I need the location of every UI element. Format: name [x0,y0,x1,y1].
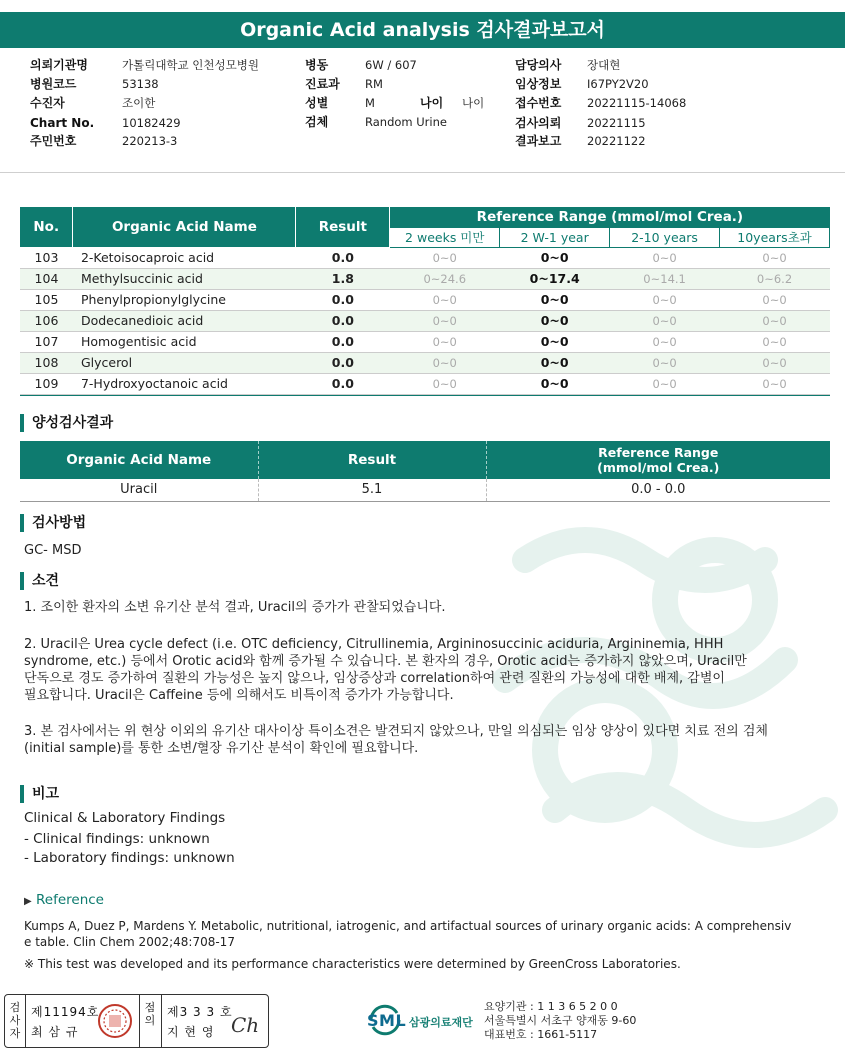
row-ref-over-10y-cell: 0~0 [720,247,830,268]
table-row [20,247,830,268]
specimen-label: 검체 [305,115,329,129]
reviewer-label: 점의 [144,1001,156,1027]
row-result-cell: 0.0 [296,373,390,394]
pos-col-name: Organic Acid Name [20,441,258,479]
table-row [20,331,830,352]
inspector-name: 최 삼 규 [31,1025,79,1039]
table-row [20,310,830,331]
age-value: 나이 [462,96,485,110]
receipt-no-label: 접수번호 [515,96,562,110]
opinion-p1: 1. 조이한 환자의 소변 유기산 분석 결과, Uracil의 증가가 관찰되었습니다. [24,600,446,615]
row-ref-over-10y-cell: 0~6.2 [720,268,830,289]
row-result-cell: 0.0 [296,289,390,310]
row-ref-under-2w-cell: 0~0 [390,331,500,352]
signature-box [4,994,269,1048]
opinion-p2-line3: 단독으로 경도 증가하여 질환의 가능성은 높지 않으나, 임상증상과 correlation하여 관련 질환의 가능성에 대한 배제, 감별이 [24,671,725,686]
row-name-cell: Phenylpropionylglycine [73,289,296,310]
sex-label: 성별 [305,96,329,110]
row-ref-over-10y-cell: 0~0 [720,310,830,331]
row-ref-under-2w-cell: 0~0 [390,373,500,394]
opinion-section-title: 소견 [20,572,59,590]
row-ref-under-2w-cell: 0~0 [390,352,500,373]
col-reference-range: Reference Range (mmol/mol Crea.) [390,207,830,227]
row-ref-2w-1y-cell: 0~0 [500,247,610,268]
recipient-value: 조이한 [122,96,156,110]
table-row [20,352,830,373]
specimen-value: Random Urine [365,115,447,129]
table-bottom-rule [20,395,830,396]
row-name-cell: Dodecanedioic acid [73,310,296,331]
row-ref-2w-1y-cell: 0~0 [500,289,610,310]
reviewer-name: 지 현 영 [167,1025,215,1039]
opinion-p3-line2: (initial sample)를 통한 소변/혈장 유기산 분석이 확인에 필요합니다. [24,741,419,756]
sml-logo-text: SML [367,1011,407,1030]
clinical-info-value: I67PY2V20 [587,77,649,91]
lab-address: 서울특별시 서초구 양재동 9-60 [484,1014,637,1027]
table-row [20,373,830,394]
pos-col-reference [486,441,830,479]
institution-label: 의뢰기관명 [30,58,88,72]
row-name-cell: 7-Hydroxyoctanoic acid [73,373,296,394]
row-no-cell: 106 [20,310,73,331]
table-row [20,479,830,501]
pos-col-reference-line1: Reference Range [598,445,719,460]
background-watermark [465,480,845,950]
row-ref-2-10y-cell: 0~0 [610,289,720,310]
opinion-p2-line1: 2. Uracil은 Urea cycle defect (i.e. OTC deficiency, Citrullinemia, Argininosuccinic aciduria, Argininemia, HHH [24,637,724,652]
table-row [20,289,830,310]
row-ref-2-10y-cell: 0~14.1 [610,268,720,289]
pos-name-cell: Uracil [20,479,258,501]
report-value: 20221122 [587,134,646,148]
col-ref-under-2w: 2 weeks 미만 [390,227,500,247]
report-label: 결과보고 [515,134,562,148]
positive-section-title: 양성검사결과 [20,414,113,432]
triangle-icon: ▶ [24,896,32,907]
row-ref-2-10y-cell: 0~0 [610,310,720,331]
pos-result-cell: 5.1 [258,479,486,501]
row-ref-over-10y-cell: 0~0 [720,331,830,352]
row-ref-2w-1y-cell: 0~0 [500,352,610,373]
row-ref-under-2w-cell: 0~0 [390,247,500,268]
table-row [20,268,830,289]
inspector-label: 검사자 [9,1001,21,1040]
row-result-cell: 0.0 [296,310,390,331]
resident-no-label: 주민번호 [30,134,77,148]
opinion-p2-line4: 필요합니다. Uracil은 Caffeine 등에 의해서도 비특이적 증가가 가능합니다. [24,688,454,703]
row-ref-2w-1y-cell: 0~17.4 [500,268,610,289]
reference-heading-label: Reference [36,892,104,908]
sml-logo [365,1000,475,1040]
row-result-cell: 0.0 [296,352,390,373]
chart-no-label: Chart No. [30,116,95,130]
row-name-cell: 2-Ketoisocaproic acid [73,247,296,268]
pos-col-result: Result [258,441,486,479]
row-ref-under-2w-cell: 0~0 [390,310,500,331]
col-ref-2w-1y: 2 W-1 year [500,227,610,247]
request-value: 20221115 [587,116,646,130]
chart-no-value: 10182429 [122,116,181,130]
col-no: No. [20,207,73,247]
row-result-cell: 0.0 [296,331,390,352]
sex-value: M [365,96,375,110]
opinion-p2-line2: syndrome, etc.) 등에서 Orotic acid와 함께 증가될 수 있습니다. 본 환자의 경우, Orotic acid는 증가하지 않았으며, Uracil만 [24,654,747,669]
reference-heading [24,892,104,908]
lab-code: 요양기관 : 1 1 3 6 5 2 0 0 [484,1000,618,1013]
report-title: Organic Acid analysis 검사결과보고서 [0,12,845,48]
col-result: Result [296,207,390,247]
remarks-section-title: 비고 [20,785,59,803]
row-result-cell: 0.0 [296,247,390,268]
row-ref-over-10y-cell: 0~0 [720,373,830,394]
lab-name: 삼광의료재단 [409,1016,473,1029]
seal-stamp-icon [97,1003,133,1039]
row-ref-2-10y-cell: 0~0 [610,352,720,373]
ward-label: 병동 [305,58,329,72]
row-ref-over-10y-cell: 0~0 [720,352,830,373]
reference-line1: Kumps A, Duez P, Mardens Y. Metabolic, nutritional, iatrogenic, and artifactual sources of urinary organic acids: A comprehensiv [24,919,792,933]
reference-line2: e table. Clin Chem 2002;48:708-17 [24,935,235,949]
remarks-line2: - Clinical findings: unknown [24,831,210,847]
method-value: GC- MSD [24,543,82,558]
row-no-cell: 105 [20,289,73,310]
row-name-cell: Glycerol [73,352,296,373]
row-no-cell: 107 [20,331,73,352]
positive-table [20,441,830,502]
resident-no-value: 220213-3 [122,134,178,148]
pos-col-reference-line2: (mmol/mol Crea.) [597,460,720,475]
inspector-license: 제11194호 [31,1005,100,1019]
col-ref-2-10y: 2-10 years [610,227,720,247]
hospital-code-label: 병원코드 [30,77,77,91]
remarks-line1: Clinical & Laboratory Findings [24,810,226,826]
row-ref-2-10y-cell: 0~0 [610,331,720,352]
row-no-cell: 108 [20,352,73,373]
ward-value: 6W / 607 [365,58,417,72]
row-result-cell: 1.8 [296,268,390,289]
method-section-title: 검사방법 [20,514,86,532]
row-ref-2w-1y-cell: 0~0 [500,331,610,352]
doctor-value: 장대현 [587,58,621,72]
request-label: 검사의뢰 [515,116,562,130]
pos-reference-cell: 0.0 - 0.0 [486,479,830,501]
remarks-line3: - Laboratory findings: unknown [24,850,235,866]
recipient-label: 수진자 [30,96,65,110]
reviewer-license: 제3 3 3 호 [167,1005,233,1019]
row-name-cell: Homogentisic acid [73,331,296,352]
row-no-cell: 104 [20,268,73,289]
opinion-p3-line1: 3. 본 검사에서는 위 현상 이외의 유기산 대사이상 특이소견은 발견되지 않았으나, 만일 의심되는 임상 양상이 있다면 치료 전의 검체 [24,724,768,739]
row-ref-2-10y-cell: 0~0 [610,373,720,394]
row-no-cell: 109 [20,373,73,394]
disclaimer-note: ※ This test was developed and its performance characteristics were determined by GreenCross Laboratories. [24,957,681,971]
hospital-code-value: 53138 [122,77,159,91]
row-ref-over-10y-cell: 0~0 [720,289,830,310]
clinical-info-label: 임상정보 [515,77,562,91]
row-ref-under-2w-cell: 0~24.6 [390,268,500,289]
divider [0,172,845,173]
lab-phone: 대표번호 : 1661-5117 [484,1028,598,1041]
department-value: RM [365,77,383,91]
row-no-cell: 103 [20,247,73,268]
institution-value: 가톨릭대학교 인천성모병원 [122,58,259,72]
receipt-no-value: 20221115-14068 [587,96,687,110]
lab-contact [484,1000,636,1042]
department-label: 진료과 [305,77,340,91]
row-ref-2-10y-cell: 0~0 [610,247,720,268]
age-label: 나이 [420,96,444,110]
row-name-cell: Methylsuccinic acid [73,268,296,289]
doctor-label: 담당의사 [515,58,562,72]
results-table [20,207,830,395]
handwritten-signature: Ch [231,1013,260,1037]
col-ref-over-10y: 10years초과 [720,227,830,247]
col-name: Organic Acid Name [73,207,296,247]
row-ref-2w-1y-cell: 0~0 [500,310,610,331]
row-ref-2w-1y-cell: 0~0 [500,373,610,394]
row-ref-under-2w-cell: 0~0 [390,289,500,310]
